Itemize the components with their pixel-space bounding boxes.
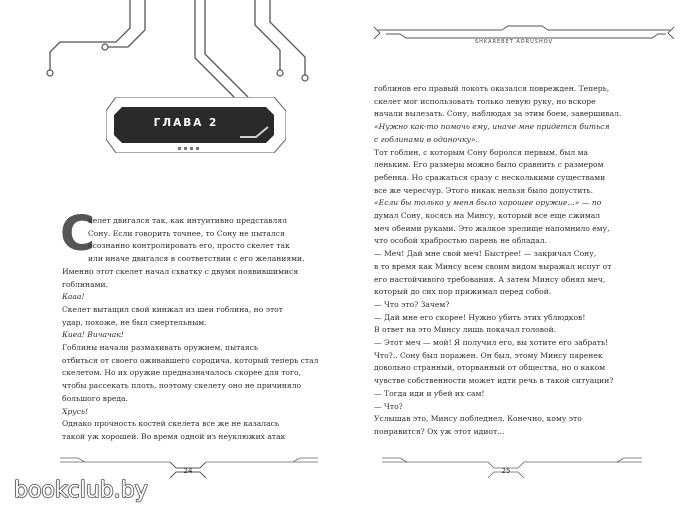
page-number-right: 25 [501, 467, 511, 475]
text-line: его настойчивого требования. А затем Минсу обнял меч, [374, 274, 606, 284]
text-line: Киеа! Вичачак! [62, 330, 124, 340]
text-line: с гоблинами в одиночку». [374, 134, 478, 144]
text-line: понравится? Ох уж этот идиот... [374, 426, 505, 436]
page-border [60, 458, 318, 462]
text-line: — Тогда иди и убей их сам! [374, 388, 485, 398]
text-line: такой уж хорошей. Во время одной из неуклюжих атак [62, 431, 286, 441]
text-line: Хрусь! [62, 406, 89, 416]
text-line: Скелет вытащил свой кинжал из шеи гоблина, но этот [62, 304, 283, 314]
text-line: — Дай мне его скорее! Нужно убить этих ублюдков! [374, 312, 586, 322]
text-line: леньким. Его размеры можно было сравнить с размером [374, 160, 604, 170]
text-line: «Если бы только у меня было хорошее оружие...» — по [374, 198, 602, 208]
text-line: келет двигался так, как интуитивно представлял [88, 216, 287, 225]
text-line: Сону. Если говорить точнее, то Сону не пытался [88, 228, 285, 238]
text-line: все же чересчур. Этого никак нельзя было допустить. [374, 185, 594, 195]
text-line: Услышав это, Минсу побледнел. Конечно, кому это [374, 414, 582, 424]
drop-cap: С [60, 206, 96, 262]
page-number-left: 24 [183, 467, 193, 475]
text-line: гоблинов его правый локоть оказался поврежден. Теперь, [374, 84, 610, 93]
text-line: В ответ на это Минсу лишь покачал головой. [374, 325, 557, 335]
text-line: Что?.. Сону был поражен. Он был, этому Минсу паренек [374, 350, 603, 360]
text-line: довольно странный, оторванный от общества, но о каком [374, 363, 606, 373]
right-page-text [374, 83, 644, 439]
text-line: меч обеими руками. Это жалкое зрелище напомнило ему, [374, 223, 610, 233]
text-line: который до сих пор прижимал перед собой. [374, 287, 552, 297]
text-line: Однако прочность костей скелета все же не казалась [62, 419, 280, 429]
text-line: думал Сону, косясь на Минсу, который все еще сжимал [374, 211, 601, 221]
text-line: гоблинами. [62, 279, 108, 289]
text-line: чтобы рассекать плоть, поэтому скелету оно не причиняло [62, 381, 302, 391]
text-line: Тот гоблин, с которым Сону боролся первым, был ма [374, 147, 589, 157]
text-line: в то время как Минсу всем своим видом выражал испуг от [374, 261, 612, 271]
text-line: — Что? [374, 401, 403, 411]
text-line: — Меч! Дай мне свой меч! Быстрее! — закричал Сону, [374, 249, 597, 259]
text-line: отбиться от своего оживавшего сородича, который теперь стал [62, 355, 319, 365]
text-line: «Нужно как-то помочь ему, иначе мне придется биться [374, 122, 610, 132]
left-page-text [62, 215, 320, 444]
right-page [352, 0, 700, 524]
text-line: Гоблины начали размахивать оружием, пытаясь [62, 343, 259, 353]
text-line: скелет мог использовать только левую руку, но вскоре [374, 96, 596, 106]
text-line: большого вреда. [62, 393, 128, 403]
text-line: скелетом. Но их оружие предназначалось скорее для того, [62, 368, 301, 378]
text-line: осознанно контролировать его, просто скелет так [88, 241, 290, 251]
text-line: ребенка. Но сражаться сразу с несколькими существами [374, 172, 606, 182]
text-line: Именно этот скелет начал схватку с двумя появившимися [62, 266, 299, 276]
watermark-text: bookclub.by [14, 478, 148, 503]
text-line: чувстве собственности может идти речь в такой ситуации? [374, 376, 614, 386]
chapter-title: ГЛАВА 2 [153, 117, 219, 129]
text-line: Кааа! [62, 292, 85, 302]
text-line: — Этот меч — мой! Я получил его, вы хотите его забрать! [374, 338, 609, 348]
text-line: удар, похоже, не был смертельным. [62, 317, 207, 327]
running-head: SHKAREBET ADRUSHOV [474, 39, 554, 45]
text-line: или иначе двигался в соответствии с его желаниями. [88, 254, 305, 264]
text-line: начали вылезать. Сону, наблюдая за этим боем, завершивал. [374, 109, 622, 119]
text-line: что особой храбростью парень не обладал. [374, 236, 547, 246]
text-line: — Что это? Зачем? [374, 299, 450, 309]
